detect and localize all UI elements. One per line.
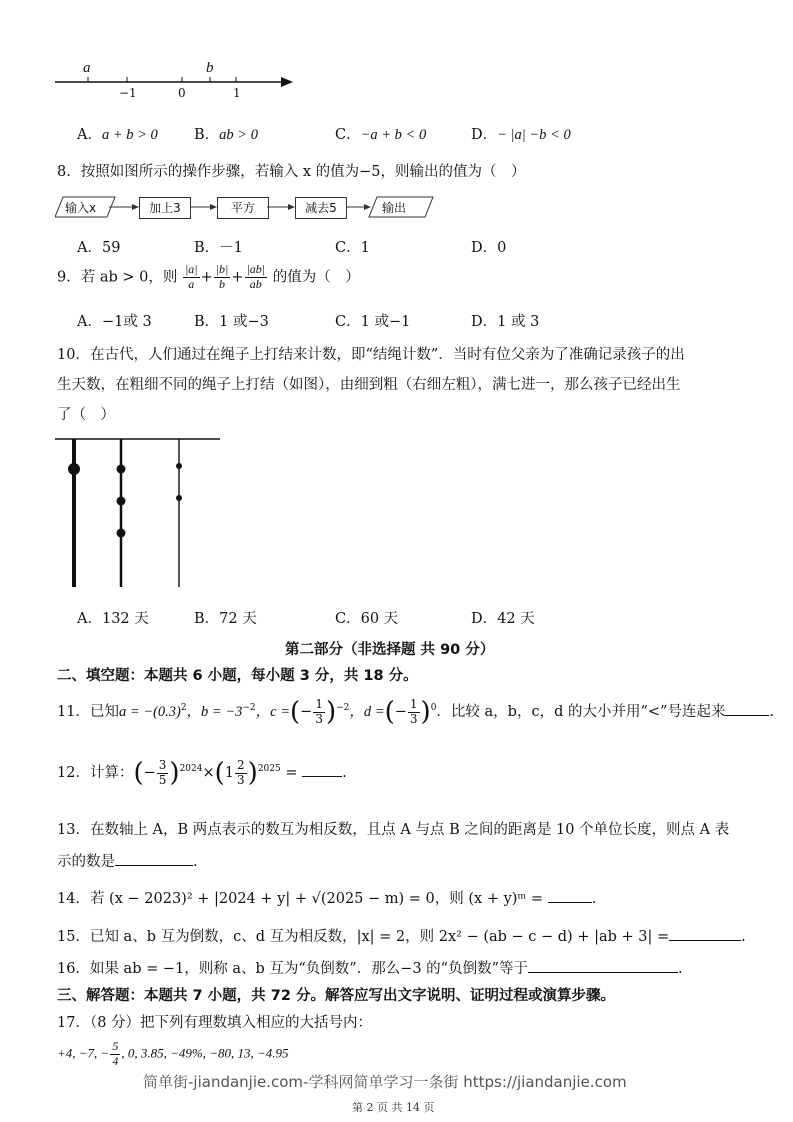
q9-option-c: C．1 或−1 — [335, 314, 411, 330]
flow-add3-box: 加上3 — [139, 197, 191, 219]
q13-line2: 示的数是 . — [57, 850, 198, 871]
q17-stem: 17．（8 分）把下列有理数填入相应的大括号内： — [57, 1015, 373, 1031]
q15-stem: 15．已知 a、b 互为倒数，c、d 互为相反数，|x| = 2，则 2x² − (ab − c − d) + |ab + 3| = . — [57, 925, 746, 946]
q16-answer-blank[interactable] — [528, 958, 678, 973]
flow-input-label: 输入x — [65, 201, 97, 215]
flow-minus5-box: 减去5 — [295, 197, 347, 219]
q10-option-c: C．60 天 — [335, 611, 399, 627]
tick-label-1: 1 — [233, 86, 241, 100]
q17-numbers: +4, −7, − $\frac{5}{4}$ , 0, 3.85, −49%, −80, 13, −4.95 — [57, 1039, 289, 1068]
knot — [117, 465, 126, 474]
q7-option-c: C．−a + b < 0 — [335, 127, 427, 143]
q12-stem: 12．计算：(− $\frac{3}{5}$ )$^{2024}$×(1 $\frac{2}{3}$ )$^{2025}$ = . — [57, 757, 347, 788]
page-number: 第 2 页 共 14 页 — [352, 1101, 435, 1114]
section2-heading: 二、填空题：本题共 6 小题，每小题 3 分，共 18 分。 — [57, 668, 418, 684]
q7-option-a: A．a + b > 0 — [77, 127, 158, 143]
q9-option-b: B．1 或−3 — [194, 314, 269, 330]
q15-answer-blank[interactable] — [669, 926, 741, 941]
q10-option-b: B．72 天 — [194, 611, 257, 627]
q14-answer-blank[interactable] — [548, 888, 592, 903]
section3-heading: 三、解答题：本题共 7 小题，共 72 分。解答应写出文字说明、证明过程或演算步骤。 — [57, 988, 615, 1004]
knot — [176, 495, 182, 501]
q8-option-a: A．59 — [77, 240, 121, 256]
q13-answer-blank[interactable] — [115, 851, 193, 866]
q13-line1: 13．在数轴上 A，B 两点表示的数互为相反数，且点 A 与点 B 之间的距离是 10 个单位长度，则点 A 表 — [57, 822, 730, 838]
q12-answer-blank[interactable] — [302, 762, 342, 777]
q11-answer-blank[interactable] — [725, 701, 769, 716]
q8-option-c: C．1 — [335, 240, 370, 256]
label-a: a — [83, 60, 91, 76]
q9-option-d: D．1 或 3 — [471, 314, 540, 330]
flow-output-label: 输出 — [382, 201, 407, 215]
flow-square-box: 平方 — [217, 197, 269, 219]
q10-line2: 生天数，在粗细不同的绳子上打结（如图），由细到粗（右细左粗），满七进一，那么孩子已经出生 — [57, 377, 681, 393]
q9-stem: 9．若 ab > 0，则 $\frac{|a|}{a}$ + $\frac{|b|}{b}$ + $\frac{|ab|}{ab}$ 的值为（ ） — [57, 262, 360, 291]
q8-option-d: D．0 — [471, 240, 507, 256]
part2-title: 第二部分（非选择题 共 90 分） — [285, 642, 495, 658]
q14-stem: 14．若 (x − 2023)² + |2024 + y| + √(2025 − m) = 0，则 (x + y)ᵐ = . — [57, 887, 596, 908]
q7-option-b: B．ab > 0 — [194, 127, 258, 143]
knot — [117, 529, 126, 538]
q11-stem: 11．已知$a = -(0.3)^2$，$b = -3^{-2}$，c =(− $\frac{1}{3}$ )$^{-2}$，d =(− $\frac{1}{3}$ )$^0$．比较 a，b，c，d 的大小并用“<”号连起来 . — [57, 696, 775, 727]
q10-line1: 10．在古代，人们通过在绳子上打结来计数，即“结绳计数”．当时有位父亲为了准确记录孩子的出 — [57, 347, 685, 363]
knot — [117, 497, 126, 506]
q9-option-a: A．−1或 3 — [77, 314, 152, 330]
knot-rope-figure — [55, 435, 225, 590]
q8-stem: 8．按照如图所示的操作步骤，若输入 x 的值为−5，则输出的值为（ ） — [57, 164, 526, 180]
tick-label-neg1: −1 — [119, 86, 137, 100]
label-b: b — [206, 60, 214, 76]
q10-line3: 了（ ） — [57, 407, 115, 423]
q16-stem: 16．如果 ab = −1，则称 a、b 互为“负倒数”．那么−3 的“负倒数”等于 . — [57, 957, 683, 978]
q7-option-d: D．− |a| −b < 0 — [471, 127, 571, 143]
number-line-arrow — [281, 77, 293, 87]
q10-option-a: A．132 天 — [77, 611, 149, 627]
q10-option-d: D．42 天 — [471, 611, 535, 627]
knot — [68, 463, 80, 475]
tick-label-0: 0 — [178, 86, 186, 100]
q8-option-b: B．－1 — [194, 240, 243, 256]
footer-watermark: 简单街-jiandanjie.com-学科网简单学习一条街 https://jiandanjie.com — [143, 1073, 627, 1091]
knot — [176, 463, 182, 469]
